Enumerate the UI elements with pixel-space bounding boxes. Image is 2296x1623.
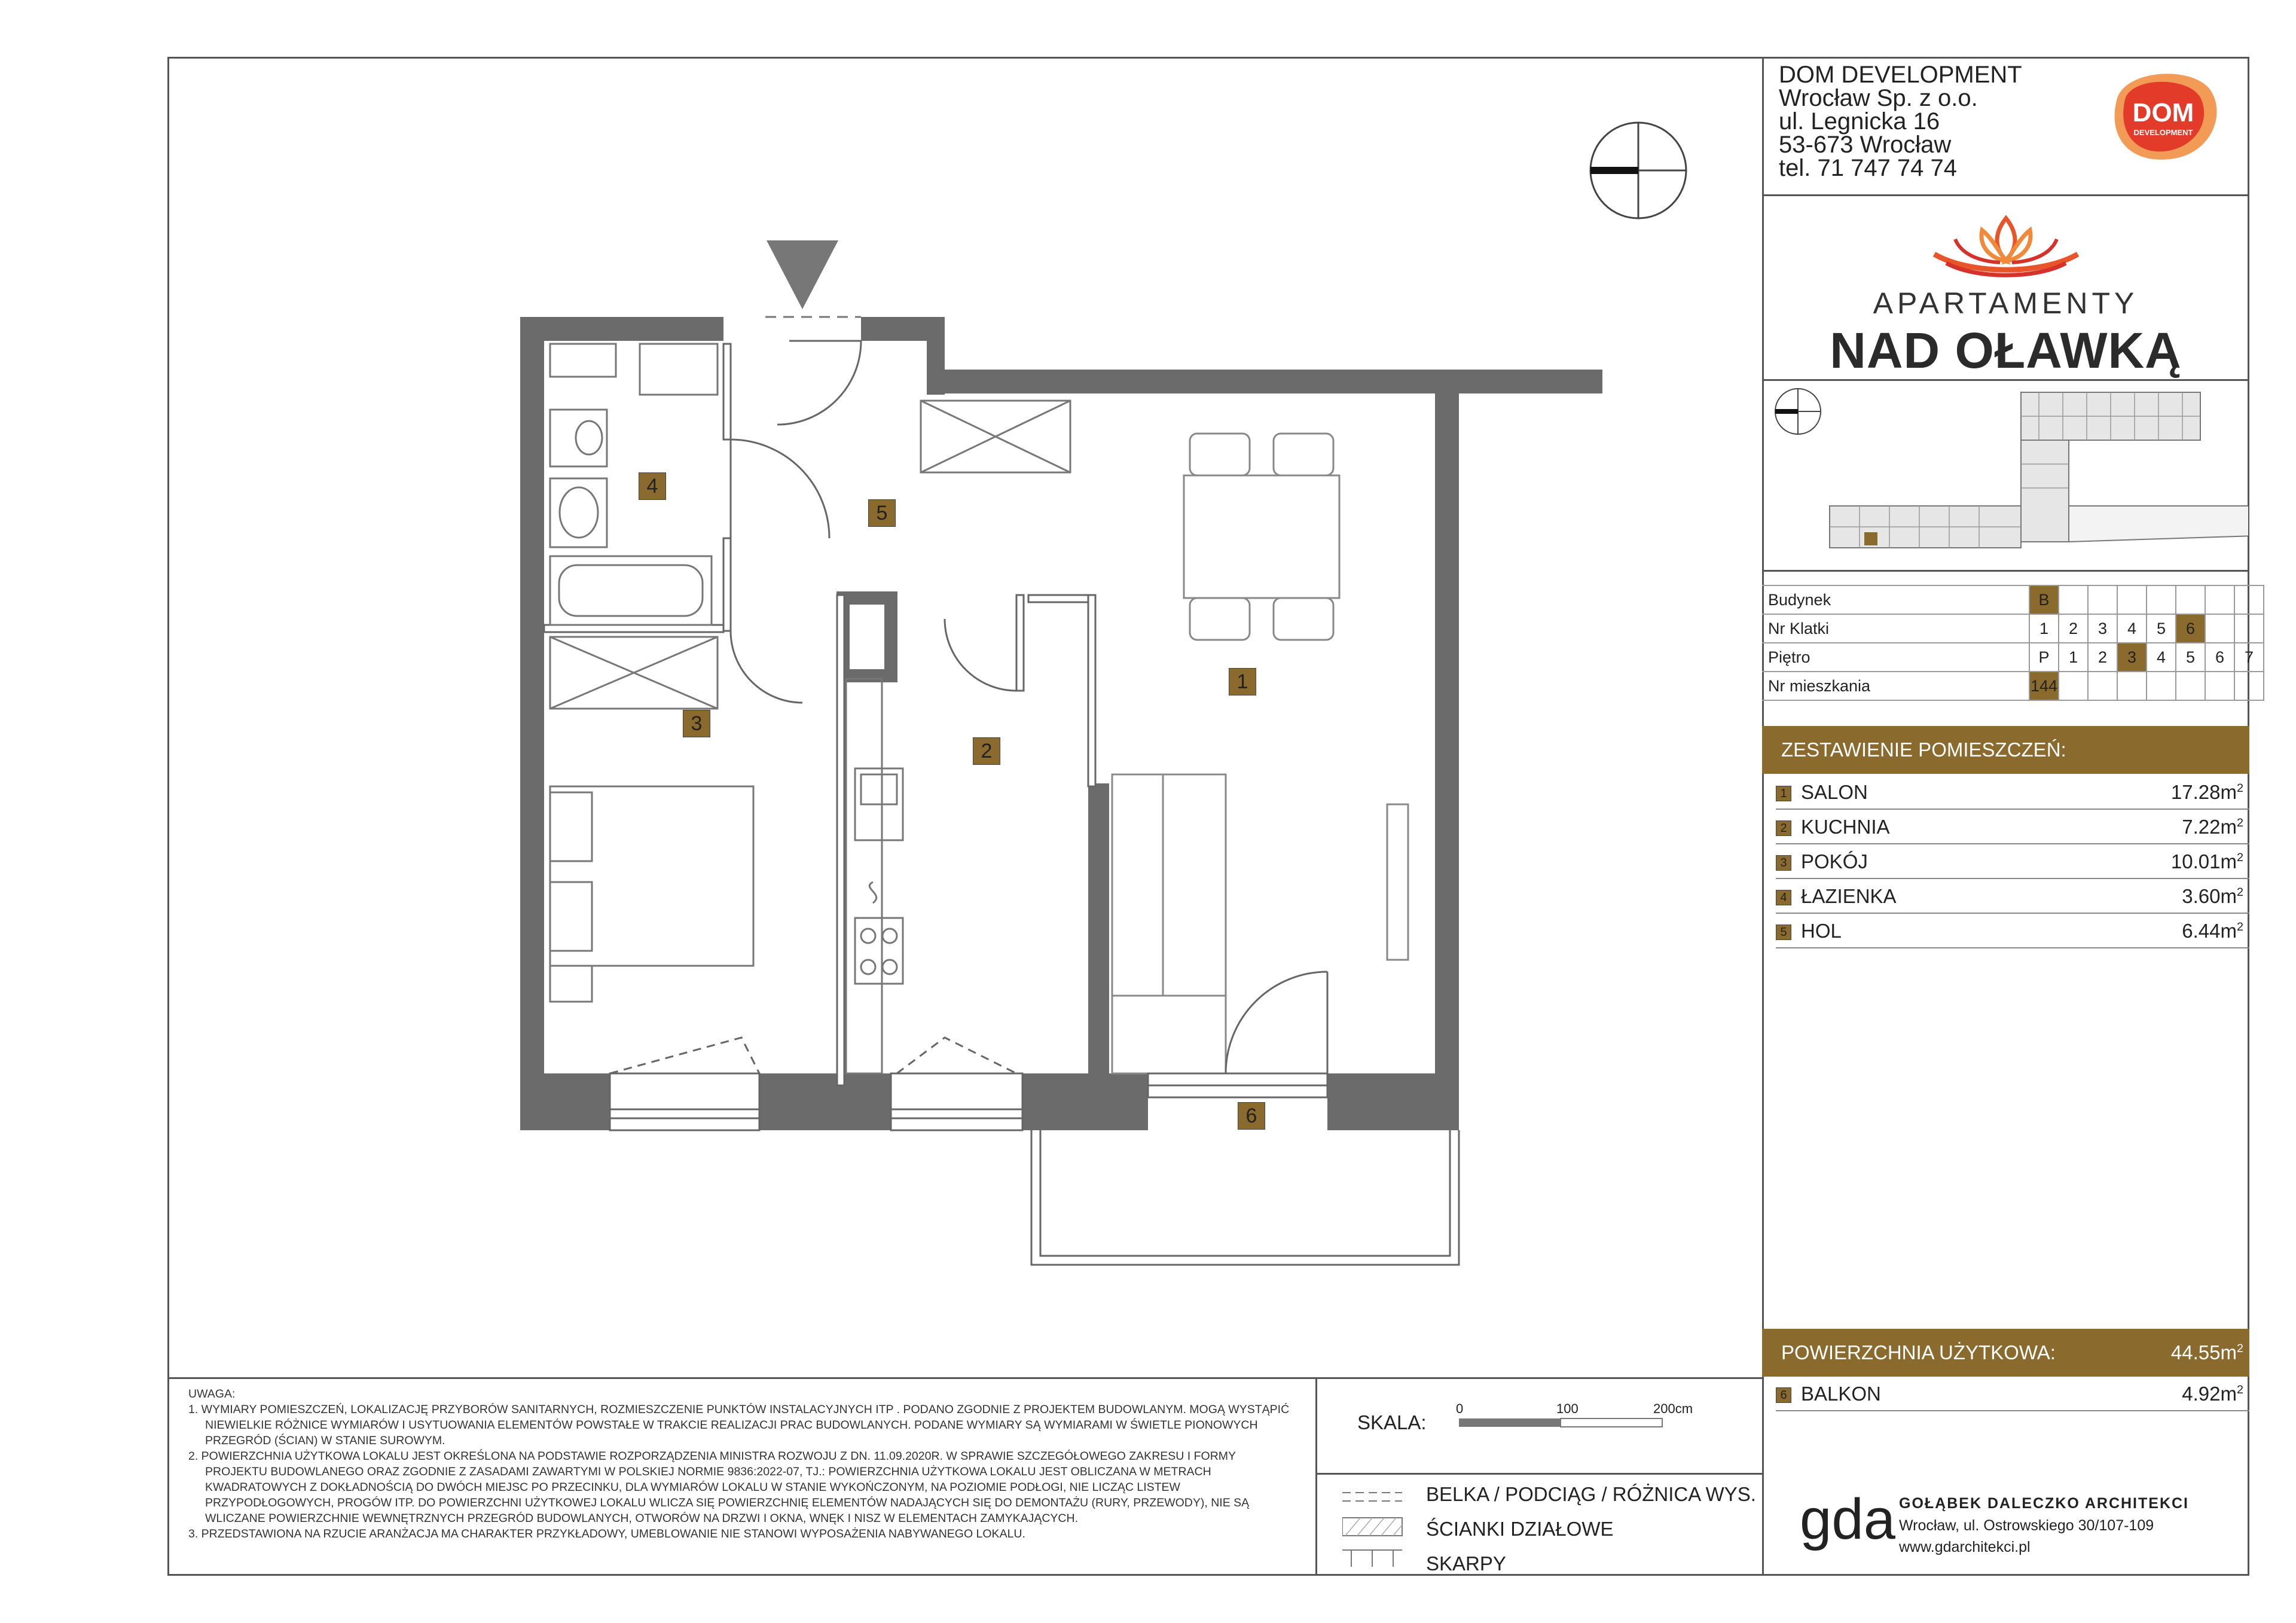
- room-tag-1: 1: [1229, 668, 1256, 695]
- room-area: $10.01m^2$: [2170, 850, 2243, 872]
- room-name: SALON: [1801, 781, 1868, 803]
- apartment-label: Nr mieszkania: [1762, 672, 2029, 700]
- room-number: 3: [1776, 855, 1791, 871]
- dining-table: [1184, 434, 1339, 640]
- room-name: BALKON: [1801, 1383, 1881, 1405]
- gda-logo-icon: [1800, 1488, 1895, 1560]
- table-row: [1762, 643, 2264, 672]
- building-cell: [2205, 585, 2234, 614]
- building-cell: B: [2029, 585, 2059, 614]
- staircase-cell: [2234, 614, 2264, 643]
- room-area: $6.44m^2$: [2182, 920, 2243, 942]
- scale-tick: 0: [1456, 1401, 1464, 1416]
- company-info: [1779, 63, 2022, 180]
- staircase-cell: 3: [2088, 614, 2117, 643]
- floor-plan: [167, 57, 1762, 1377]
- divider: [1762, 194, 2249, 196]
- staircase-cell: 2: [2059, 614, 2088, 643]
- room-row-kuchnia: [1776, 810, 2249, 844]
- building-cell: [2059, 585, 2088, 614]
- room-area: $7.22m^2$: [2182, 816, 2243, 838]
- divider: [1762, 570, 2249, 572]
- table-row: [1762, 614, 2264, 643]
- room-tag-4: 4: [639, 472, 666, 500]
- usable-area-bar: [1762, 1329, 2249, 1377]
- apartment-cell: 144: [2029, 672, 2059, 700]
- building-cell: [2088, 585, 2117, 614]
- dom-logo-text: DOM: [2132, 98, 2194, 127]
- apartment-cell: [2176, 672, 2205, 700]
- room-tag-6: 6: [1238, 1102, 1265, 1130]
- dom-logo-icon: [2099, 65, 2224, 166]
- room-row-salon: [1776, 775, 2249, 810]
- doors: [731, 341, 1327, 1073]
- apartment-cell: [2088, 672, 2117, 700]
- apartment-info-table: [1762, 585, 2264, 701]
- scale-label: SKALA:: [1357, 1411, 1427, 1433]
- room-name: POKÓJ: [1801, 850, 1868, 872]
- lotus-logo-icon: [1922, 206, 2090, 278]
- bathroom-fixtures: [550, 344, 718, 709]
- company-city: 53-673 Wrocław: [1779, 132, 1952, 158]
- staircase-cell: 1: [2029, 614, 2059, 643]
- staircase-cell: 4: [2117, 614, 2147, 643]
- apartment-cell: [2059, 672, 2088, 700]
- room-area: $17.28m^2$: [2170, 781, 2243, 803]
- room-number: 1: [1776, 786, 1791, 801]
- apartment-cell: [2205, 672, 2234, 700]
- partition-walls: [544, 344, 1095, 1085]
- staircase-cell: 5: [2147, 614, 2176, 643]
- staircase-cell: [2205, 614, 2234, 643]
- floor-cell: 4: [2147, 643, 2176, 672]
- divider: [167, 1377, 1763, 1379]
- floor-cell: 7: [2234, 643, 2264, 672]
- dom-logo-subtext: DEVELOPMENT: [2133, 128, 2193, 137]
- scale-tick: 200cm: [1653, 1401, 1693, 1416]
- legend-reveal: SKARPY: [1426, 1552, 1506, 1575]
- company-phone: tel. 71 747 74 74: [1779, 155, 1958, 181]
- divider: [1315, 1377, 1317, 1576]
- room-name: ŁAZIENKA: [1801, 885, 1897, 907]
- brand-line1: APARTAMENTY: [1873, 286, 2139, 320]
- sofa: [1112, 774, 1408, 1073]
- room-area: $3.60m^2$: [2182, 885, 2243, 907]
- building-cell: [2176, 585, 2205, 614]
- room-row-pokoj: [1776, 844, 2249, 879]
- hall-wardrobe: [921, 401, 1070, 472]
- floor-cell: P: [2029, 643, 2059, 672]
- room-row-hol: [1776, 914, 2249, 948]
- windows: [610, 1038, 1327, 1130]
- table-row: [1762, 585, 2264, 614]
- note-item: 2. POWIERZCHNIA UŻYTKOWA LOKALU JEST OKREŚLONA NA PODSTAWIE ROZPORZĄDZENIA MINISTRA ROZWOJU Z DN. 11.09.2020R. W SPRAWIE SZCZEGÓŁOWEGO ZAKRESU I FORMY PROJEKTU BUDOWLANEGO ORAZ ZGODNIE Z ZASADAMI ZAWARTYMI W POLSKIEJ NORMIE 9836:2022-07, TJ.: POWIERZCHNIA UŻYTKOWA LOKALU JEST OBLICZANA W METRACH KWADRATOWYCH Z DOKŁADNOŚCIĄ DO DWÓCH MIEJSC PO PRZECINKU, DLA WYMIARÓW LOKALU W STANIE WYKOŃCZONYM, NA POZIOMIE PODŁOGI, NIE LICZĄC LISTEW PRZYPODŁOGOWYCH, PROGÓW ITP. DO POWIERZCHNI UŻYTKOWEJ LOKALU WLICZA SIĘ POWIERZCHNIĘ ELEMENTÓW NADAJĄCYCH SIĘ DO DEMONTAŻU (RURY, PRZEWODY), NIE SĄ WLICZANE POWIERZCHNIE WEWNĘTRZNYCH PRZEGRÓD BUDOWLANYCH, OTWORÓW NA DRZWI I OKNA, WNĘK I NISZ W ELEMENTACH ZAMYKAJĄCYCH.: [188, 1450, 1250, 1525]
- room-area: $4.92m^2$: [2182, 1383, 2243, 1405]
- company-subname: Wrocław Sp. z o.o.: [1779, 85, 1978, 111]
- usable-area-value: $44.55m^2$: [2170, 1341, 2243, 1363]
- room-number: 6: [1776, 1387, 1791, 1403]
- building-cell: [2117, 585, 2147, 614]
- usable-area-label: POWIERZCHNIA UŻYTKOWA:: [1781, 1341, 2056, 1363]
- apartment-cell: [2147, 672, 2176, 700]
- bed: [550, 786, 753, 1002]
- room-row-balkon: [1776, 1377, 2249, 1411]
- divider: [1315, 1473, 1763, 1475]
- notes-title: UWAGA:: [188, 1387, 236, 1401]
- architect-name: GOŁĄBEK DALECZKO ARCHITEKCI: [1899, 1495, 2190, 1512]
- legend-beam: BELKA / PODCIĄG / RÓŻNICA WYS.: [1426, 1483, 1756, 1505]
- room-tag-3: 3: [683, 710, 710, 737]
- floor-cell: 6: [2205, 643, 2234, 672]
- floor-cell: 5: [2176, 643, 2205, 672]
- apartment-cell: [2234, 672, 2264, 700]
- vent-shaft: [843, 598, 891, 676]
- floor-cell: 1: [2059, 643, 2088, 672]
- note-item: 1. WYMIARY POMIESZCZEŃ, LOKALIZACJĘ PRZYBORÓW SANITARNYCH, ROZMIESZCZENIE PUNKTÓW INSTALACYJNYCH ITP . PODANO ZGODNIE Z PROJEKTEM BUDOWLANYM. MOGĄ WYSTĄPIĆ NIEWIELKIE RÓŻNICE WYMIARÓW I USYTUOWANIA ELEMENTÓW POWSTAŁE W TRAKCIE REALIZACJI PRAC BUDOWLANYCH. PODANE WYMIARY SĄ WYMIARAMI W ŚWIETLE PIONOWYCH PRZEGRÓD (ŚCIAN) W STANIE SUROWYM.: [188, 1403, 1290, 1447]
- floor-cell: 2: [2088, 643, 2117, 672]
- gda-logo-text: gda: [1800, 1488, 1895, 1551]
- room-number: 5: [1776, 925, 1791, 940]
- balcony: [1031, 1130, 1459, 1265]
- staircase-label: Nr Klatki: [1762, 614, 2029, 643]
- table-row: [1762, 672, 2264, 700]
- room-tag-2: 2: [973, 737, 1000, 765]
- key-plan: [1764, 380, 2248, 569]
- building-cell: [2147, 585, 2176, 614]
- brand-line2: NAD OŁAWKĄ: [1830, 322, 2182, 379]
- floor-cell: 3: [2117, 643, 2147, 672]
- architect-web: www.gdarchitekci.pl: [1899, 1539, 2031, 1555]
- compass-icon: [1590, 123, 1686, 218]
- room-row-lazienka: [1776, 879, 2249, 914]
- room-tag-5: 5: [868, 499, 896, 527]
- architect-address: Wrocław, ul. Ostrowskiego 30/107-109: [1899, 1517, 2154, 1534]
- scale-tick: 100: [1556, 1401, 1578, 1416]
- room-number: 2: [1776, 820, 1791, 836]
- staircase-cell: 6: [2176, 614, 2205, 643]
- kitchen-counter: [846, 679, 903, 1073]
- room-name: HOL: [1801, 920, 1842, 942]
- room-number: 4: [1776, 890, 1791, 905]
- notes-block: [188, 1386, 1300, 1542]
- scale-bar: [1459, 1416, 1674, 1429]
- north-arrow-small-icon: [1775, 389, 1821, 434]
- company-street: ul. Legnicka 16: [1779, 108, 1940, 135]
- room-name: KUCHNIA: [1801, 816, 1890, 838]
- floor-label: Piętro: [1762, 643, 2029, 672]
- legend-symbols: [1342, 1483, 1414, 1573]
- rooms-summary-heading: ZESTAWIENIE POMIESZCZEŃ:: [1762, 726, 2249, 774]
- building-label: Budynek: [1762, 585, 2029, 614]
- apartment-cell: [2117, 672, 2147, 700]
- legend-partition: ŚCIANKI DZIAŁOWE: [1426, 1518, 1614, 1540]
- company-name: DOM DEVELOPMENT: [1779, 62, 2022, 88]
- building-cell: [2234, 585, 2264, 614]
- note-item: 3. PRZEDSTAWIONA NA RZUCIE ARANŻACJA MA CHARAKTER PRZYKŁADOWY, UMEBLOWANIE NIE STANOWI WYPOSAŻENIA NABYWANEGO LOKALU.: [188, 1527, 1025, 1540]
- entrance-arrow-icon: [767, 240, 838, 309]
